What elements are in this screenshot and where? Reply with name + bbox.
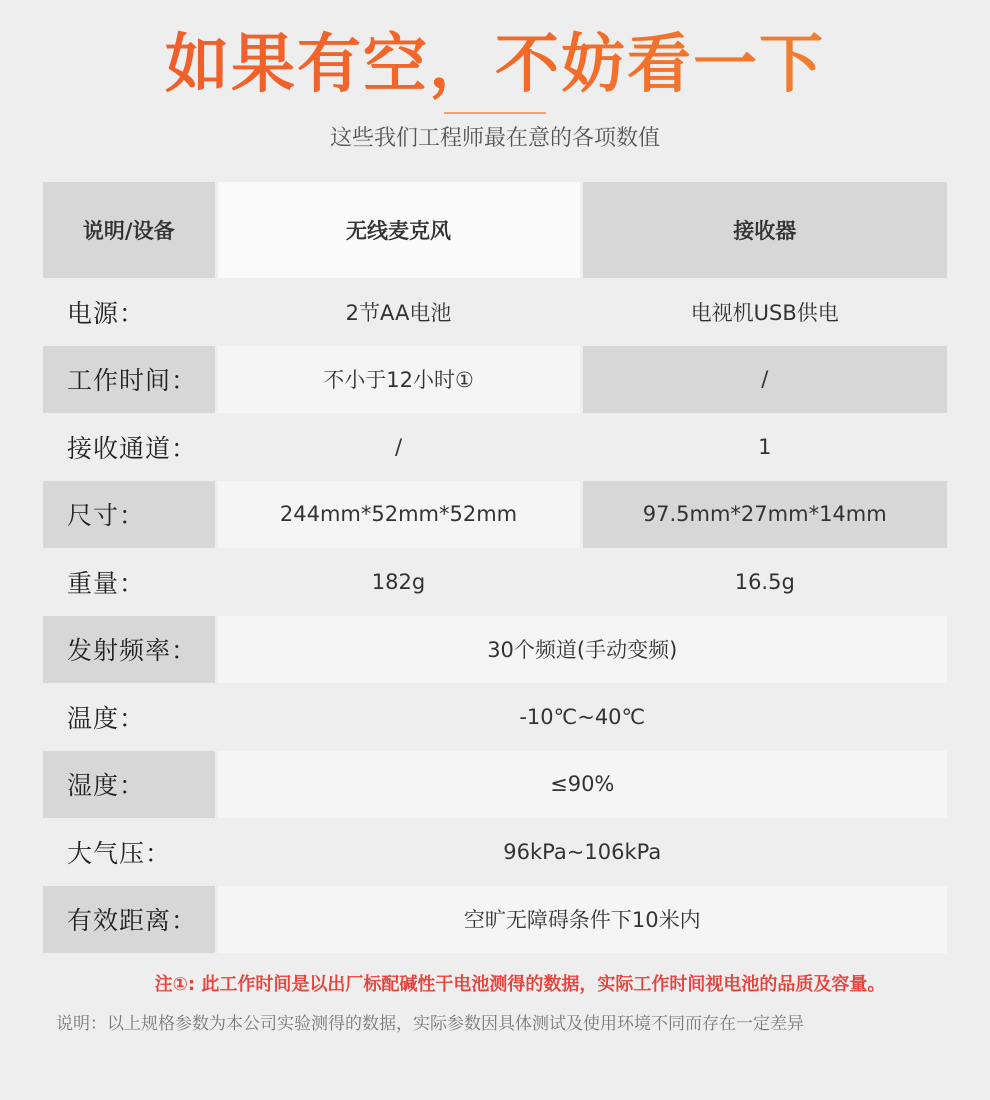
page-subtitle: 这些我们工程师最在意的各项数值 — [329, 126, 660, 151]
shared-value: -10℃~40℃ — [519, 704, 646, 729]
column-header-description: 说明/设备 — [43, 182, 216, 278]
table-row — [43, 278, 947, 346]
title-divider — [444, 112, 546, 114]
shared-value: 空旷无障碍条件下10米内 — [216, 886, 947, 954]
mic-value: 244mm*52mm*52mm — [216, 481, 581, 549]
row-label: 尺寸： — [43, 481, 216, 549]
row-label: 接收通道： — [43, 413, 216, 481]
table-header-row — [43, 182, 947, 278]
table-row — [43, 616, 947, 684]
row-label: 有效距离： — [43, 886, 216, 954]
shared-value: ≤90% — [216, 751, 947, 819]
receiver-value: 电视机USB供电 — [690, 300, 839, 325]
shared-value: 96kPa~106kPa — [503, 839, 662, 864]
table-row — [43, 548, 947, 616]
row-label: 温度： — [43, 683, 216, 751]
row-label: 大气压： — [43, 818, 216, 886]
table-row — [43, 818, 947, 886]
mic-value: / — [216, 413, 581, 481]
page-title: 如果有空，不妨看一下 — [0, 22, 990, 108]
table-row — [43, 346, 947, 414]
row-label: 湿度： — [43, 751, 216, 819]
mic-value: 2节AA电池 — [216, 278, 581, 346]
column-header-microphone: 无线麦克风 — [216, 182, 581, 278]
column-header-receiver: 接收器 — [581, 182, 947, 278]
row-label: 发射频率： — [43, 616, 216, 684]
table-row — [43, 683, 947, 751]
row-label: 电源： — [43, 278, 216, 346]
mic-value: 182g — [216, 548, 581, 616]
table-row — [43, 886, 947, 954]
shared-value: 30个频道(手动变频) — [216, 616, 947, 684]
receiver-value: 1 — [758, 434, 772, 459]
row-label: 工作时间： — [43, 346, 216, 414]
receiver-value: 97.5mm*27mm*14mm — [581, 481, 947, 549]
footnote-disclaimer: 说明：以上规格参数为本公司实验测得的数据，实际参数因具体测试及使用环境不同而存在一定差异 — [56, 1014, 804, 1034]
mic-value: 不小于12小时① — [216, 346, 581, 414]
receiver-value: 16.5g — [734, 569, 795, 594]
table-row — [43, 413, 947, 481]
spec-table — [43, 182, 947, 953]
footnote-battery: 注①: 此工作时间是以出厂标配碱性干电池测得的数据，实际工作时间视电池的品质及容量。 — [154, 974, 886, 995]
table-row — [43, 751, 947, 819]
row-label: 重量： — [43, 548, 216, 616]
table-row — [43, 481, 947, 549]
receiver-value: / — [581, 346, 947, 414]
